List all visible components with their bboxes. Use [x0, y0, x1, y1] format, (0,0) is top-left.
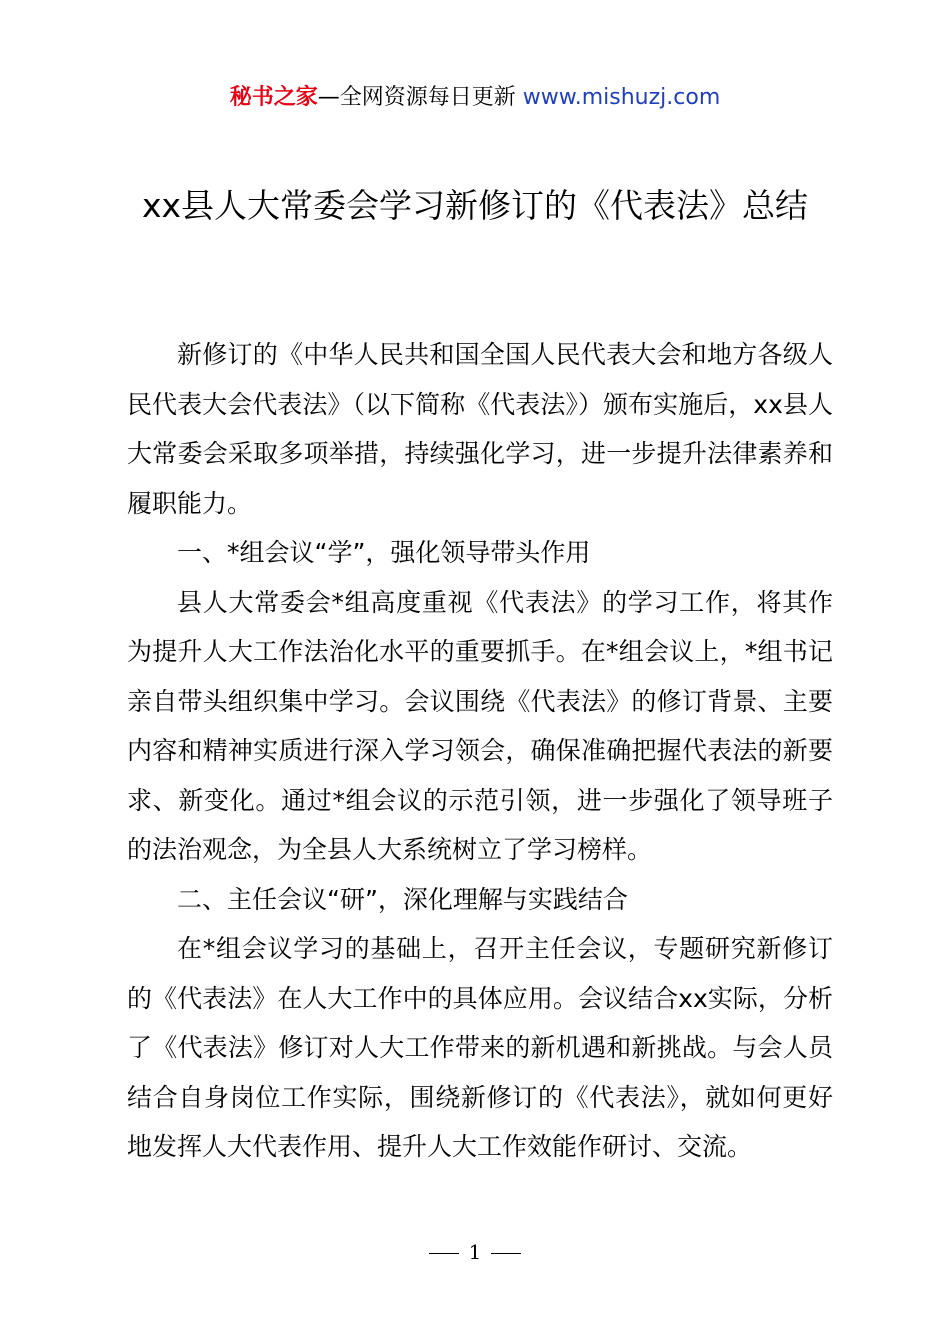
site-url-link[interactable]: www.mishuzj.com — [522, 85, 721, 110]
page-number: 1 — [468, 1240, 482, 1264]
document-title: xx县人大常委会学习新修订的《代表法》总结 — [141, 186, 809, 225]
site-brand: 秘书之家 — [229, 85, 318, 110]
document-body — [127, 330, 833, 1172]
section-heading-1: 一、*组会议“学”，强化领导带头作用 — [177, 538, 591, 567]
site-header — [0, 80, 950, 111]
paragraph-section-2: 在*组会议学习的基础上，召开主任会议，专题研究新修订的《代表法》在人大工作中的具体应用。会议结合xx实际，分析了《代表法》修订对人大工作带来的新机遇和新挑战。与会人员结合自身岗位工作实际，围绕新修订的《代表法》，就如何更好地发挥人大代表作用、提升人大工作效能作研讨、交流。 — [127, 934, 833, 1161]
page-footer — [0, 1240, 950, 1264]
paragraph-intro: 新修订的《中华人民共和国全国人民代表大会和地方各级人民代表大会代表法》（以下简称《代表法》）颁布实施后，xx县人大常委会采取多项举措，持续强化学习，进一步提升法律素养和履职能力。 — [127, 340, 833, 518]
section-heading-2: 二、主任会议“研”，深化理解与实践结合 — [177, 884, 628, 914]
page-number-dash-right — [491, 1253, 521, 1254]
site-slogan: —全网资源每日更新 — [317, 85, 523, 110]
paragraph-section-1: 县人大常委会*组高度重视《代表法》的学习工作，将其作为提升人大工作法治化水平的重要抓手。在*组会议上，*组书记亲自带头组织集中学习。会议围绕《代表法》的修订背景、主要内容和精神实质进行深入学习领会，确保准确把握代表法的新要求、新变化。通过*组会议的示范引领，进一步强化了领导班子的法治观念，为全县人大系统树立了学习榜样。 — [127, 587, 833, 864]
page-number-dash-left — [429, 1253, 459, 1254]
